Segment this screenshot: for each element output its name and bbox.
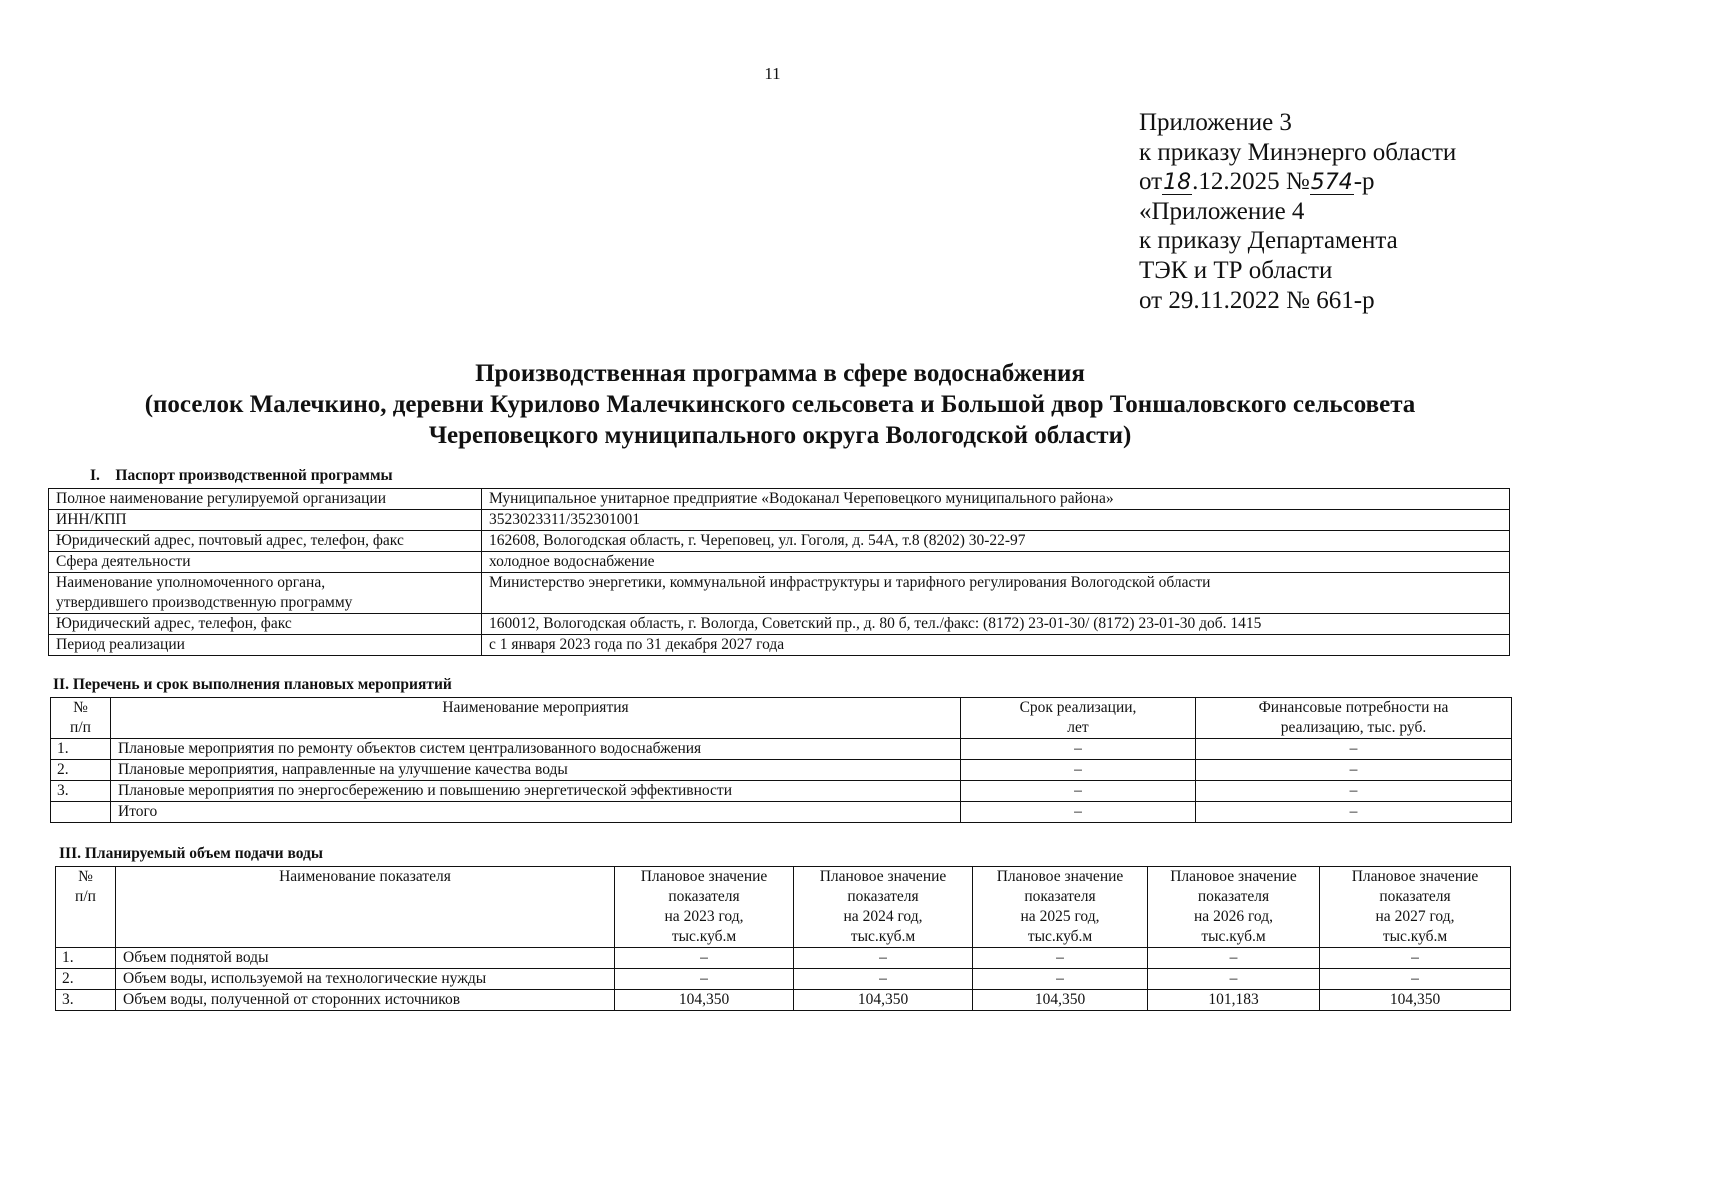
table-cell: – (1148, 948, 1320, 969)
table-row (49, 531, 1510, 552)
table-cell: Полное наименование регулируемой организации (49, 489, 482, 510)
header-line: показателя (1024, 888, 1096, 905)
appendix-block (1139, 108, 1456, 315)
table-row (49, 489, 1510, 510)
header-line: реализацию, тыс. руб. (1280, 719, 1427, 736)
appendix-line: Приложение 3 (1139, 109, 1292, 136)
header-line: № (73, 699, 88, 716)
table-cell: Объем поднятой воды (116, 948, 615, 969)
table-row (56, 990, 1511, 1011)
column-header (961, 698, 1196, 739)
header-line: п/п (75, 888, 96, 905)
header-line: тыс.куб.м (671, 928, 737, 945)
table-cell: – (961, 781, 1196, 802)
section-number: I. (90, 467, 100, 484)
table-cell: – (1196, 802, 1512, 823)
table-cell: 3. (51, 781, 111, 802)
table-cell: – (961, 739, 1196, 760)
header-line: Финансовые потребности на (1258, 699, 1449, 716)
table-cell: с 1 января 2023 года по 31 декабря 2027 года (482, 635, 1510, 656)
table-cell: – (973, 948, 1148, 969)
appendix-line: к приказу Департамента (1139, 227, 1398, 255)
appendix-line: ТЭК и ТР области (1139, 256, 1333, 284)
table-row (49, 573, 1510, 614)
table-cell: Юридический адрес, телефон, факс (49, 614, 482, 635)
header-line: тыс.куб.м (1201, 928, 1266, 945)
appendix-line: «Приложение 4 (1139, 197, 1305, 225)
header-line: на 2025 год, (1020, 908, 1100, 925)
table-cell: – (615, 969, 794, 990)
header-line: № (78, 868, 93, 885)
header-line: Срок реализации, (1019, 699, 1137, 716)
table-cell: 162608, Вологодская область, г. Череповец, ул. Гоголя, д. 54А, т.8 (8202) 30-22-97 (482, 531, 1510, 552)
table-cell: – (1320, 969, 1511, 990)
table-cell: Период реализации (49, 635, 482, 656)
table-cell (51, 802, 111, 823)
table-cell: Объем воды, полученной от сторонних источников (116, 990, 615, 1011)
header-line: на 2024 год, (843, 908, 923, 925)
table-header-row (56, 867, 1511, 948)
table-cell: – (961, 802, 1196, 823)
table-cell: ИНН/КПП (49, 510, 482, 531)
table-cell: 3. (56, 990, 116, 1011)
table-header-row (51, 698, 1512, 739)
header-line: Плановое значение (819, 868, 947, 885)
column-header (1320, 867, 1511, 948)
table-cell: 2. (51, 760, 111, 781)
handwritten-day: 18 (1163, 170, 1192, 196)
page-number: 11 (764, 64, 781, 83)
appendix-date-line (1139, 167, 1456, 197)
column-header: Наименование показателя (116, 867, 615, 948)
header-line: Плановое значение (640, 868, 768, 885)
table-cell: – (1196, 760, 1512, 781)
table-cell: Плановые мероприятия по энергосбережению и повышению энергетической эффективности (111, 781, 961, 802)
table-cell: – (794, 969, 973, 990)
section-title: Паспорт производственной программы (115, 467, 393, 484)
table-cell: 104,350 (973, 990, 1148, 1011)
table-cell: – (615, 948, 794, 969)
column-header (1196, 698, 1512, 739)
title-line: (поселок Малечкино, деревни Курилово Малечкинского сельсовета и Большой двор Тоншаловского сельсовета (144, 391, 1416, 418)
table-row (51, 781, 1512, 802)
header-line: п/п (70, 719, 91, 736)
table-row (56, 969, 1511, 990)
table-cell: 104,350 (615, 990, 794, 1011)
passport-table (48, 488, 1510, 656)
header-line: лет (1067, 719, 1089, 736)
appendix-line: к приказу Минэнерго области (1139, 138, 1457, 166)
table-cell: – (961, 760, 1196, 781)
table-cell: Объем воды, используемой на технологические нужды (116, 969, 615, 990)
section-heading (90, 467, 393, 485)
table-cell: 1. (56, 948, 116, 969)
header-line: показателя (1197, 888, 1270, 905)
table-row (49, 614, 1510, 635)
table-cell: 160012, Вологодская область, г. Вологда, Советский пр., д. 80 б, тел./факс: (8172) 23-01-30/ (8172) 23-01-30 доб. 1415 (482, 614, 1510, 635)
header-line: показателя (1379, 888, 1451, 905)
header-line: тыс.куб.м (1027, 928, 1093, 945)
column-header (56, 867, 116, 948)
title-line: Производственная программа в сфере водоснабжения (475, 360, 1085, 387)
table-cell: Юридический адрес, почтовый адрес, телефон, факс (49, 531, 482, 552)
header-line: на 2026 год, (1194, 908, 1273, 925)
section-heading: III. Планируемый объем подачи воды (59, 845, 323, 862)
table-cell: Министерство энергетики, коммунальной инфраструктуры и тарифного регулирования Вологодской области (482, 573, 1510, 614)
header-line: показателя (668, 888, 740, 905)
document-title (0, 358, 1560, 451)
column-header (615, 867, 794, 948)
header-line: показателя (847, 888, 919, 905)
column-header (51, 698, 111, 739)
table-row (49, 635, 1510, 656)
cell-line: Наименование уполномоченного органа, (56, 574, 326, 591)
table-cell: – (1148, 969, 1320, 990)
table-row (51, 802, 1512, 823)
appendix-date-prefix: от (1139, 168, 1163, 196)
appendix-line: от 29.11.2022 № 661-р (1139, 286, 1375, 314)
section-heading: II. Перечень и срок выполнения плановых мероприятий (53, 676, 452, 693)
table-cell: холодное водоснабжение (482, 552, 1510, 573)
activities-table (50, 697, 1512, 823)
appendix-date-suffix: -р (1353, 168, 1375, 196)
header-line: Плановое значение (1170, 868, 1297, 885)
table-cell: 104,350 (794, 990, 973, 1011)
table-cell: Сфера деятельности (49, 552, 482, 573)
table-cell: Плановые мероприятия по ремонту объектов систем централизованного водоснабжения (111, 739, 961, 760)
column-header (1148, 867, 1320, 948)
header-line: на 2023 год, (664, 908, 744, 925)
water-supply-table (55, 866, 1511, 1011)
cell-line: утвердившего производственную программу (56, 594, 353, 611)
header-line: на 2027 год, (1375, 908, 1455, 925)
table-cell (49, 573, 482, 614)
column-header: Наименование мероприятия (111, 698, 961, 739)
table-cell: – (973, 969, 1148, 990)
table-cell: 2. (56, 969, 116, 990)
table-row (51, 760, 1512, 781)
table-row (49, 552, 1510, 573)
table-cell: – (1196, 739, 1512, 760)
table-cell: 101,183 (1148, 990, 1320, 1011)
column-header (973, 867, 1148, 948)
table-row (51, 739, 1512, 760)
table-cell: – (1320, 948, 1511, 969)
table-cell: Итого (111, 802, 961, 823)
table-cell: – (794, 948, 973, 969)
handwritten-order-number: 574 (1310, 170, 1353, 196)
table-row (56, 948, 1511, 969)
table-row (49, 510, 1510, 531)
header-line: Плановое значение (996, 868, 1124, 885)
table-cell: 3523023311/352301001 (482, 510, 1510, 531)
title-line: Череповецкого муниципального округа Вологодской области) (428, 422, 1132, 449)
appendix-date-mid: .12.2025 № (1192, 168, 1310, 196)
table-cell: Плановые мероприятия, направленные на улучшение качества воды (111, 760, 961, 781)
table-cell: Муниципальное унитарное предприятие «Водоканал Череповецкого муниципального района» (482, 489, 1510, 510)
table-cell: 1. (51, 739, 111, 760)
table-cell: 104,350 (1320, 990, 1511, 1011)
header-line: Плановое значение (1351, 868, 1479, 885)
header-line: тыс.куб.м (850, 928, 916, 945)
table-cell: – (1196, 781, 1512, 802)
column-header (794, 867, 973, 948)
header-line: тыс.куб.м (1382, 928, 1448, 945)
